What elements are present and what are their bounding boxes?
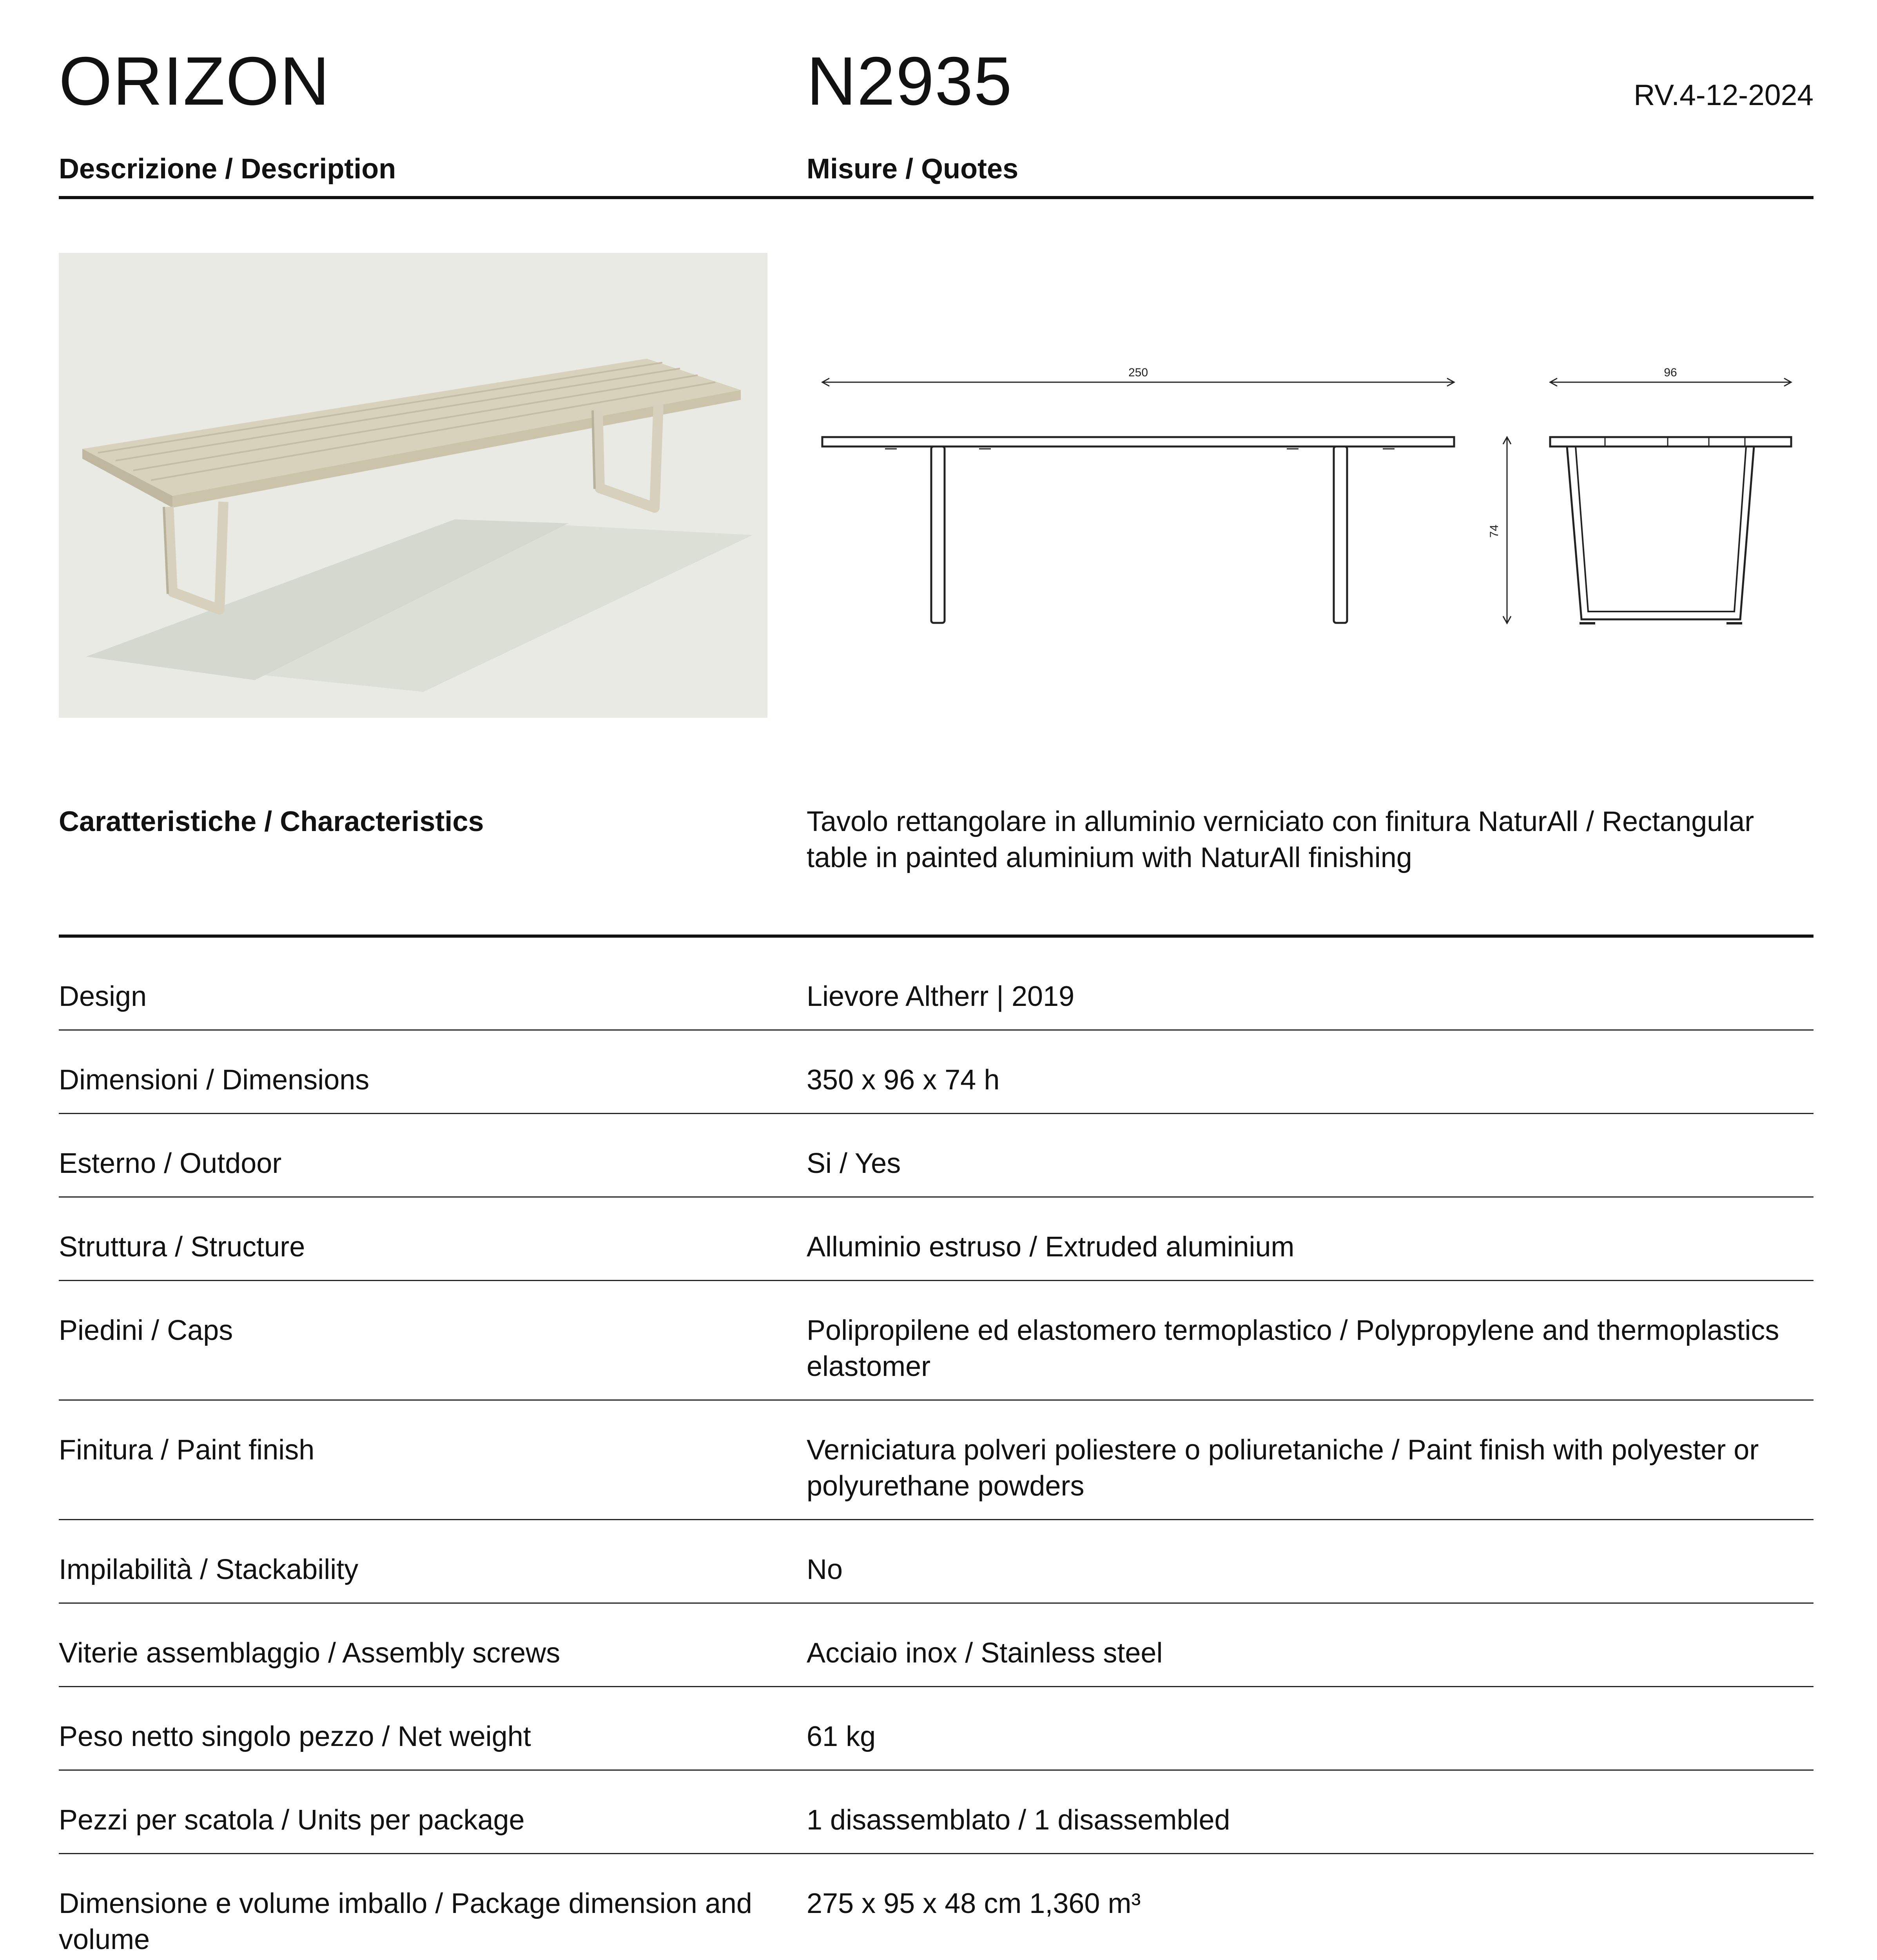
spec-row-design — [59, 947, 1814, 1031]
characteristics-text: Tavolo rettangolare in alluminio verniciato con finitura NaturAll / Rectangular table in painted aluminium with NaturAll finishing — [807, 806, 1754, 873]
spec-value: 61 kg — [807, 1721, 876, 1752]
spec-label: Piedini / Caps — [59, 1315, 233, 1346]
dimension-depth: 96 — [1664, 366, 1677, 379]
specs-table — [59, 947, 1814, 1960]
spec-label: Dimensione e volume imballo / Package dimension and volume — [59, 1888, 752, 1955]
spec-label: Viterie assemblaggio / Assembly screws — [59, 1637, 560, 1669]
side-view-drawing — [1482, 353, 1815, 635]
spec-value: 1 disassemblato / 1 disassembled — [807, 1804, 1230, 1836]
product-image — [59, 253, 767, 718]
spec-row-caps — [59, 1281, 1814, 1401]
spec-value: 275 x 95 x 48 cm 1,360 m³ — [807, 1888, 1141, 1919]
dimension-width: 250 — [1128, 366, 1148, 379]
description-heading: Descrizione / Description — [59, 153, 396, 185]
table-rendering — [59, 253, 767, 718]
specs-divider — [59, 935, 1814, 938]
revision-label: RV.4-12-2024 — [1634, 78, 1814, 111]
product-title: ORIZON — [59, 43, 330, 120]
side-view-svg — [1482, 353, 1815, 635]
spec-row-stackability — [59, 1520, 1814, 1604]
spec-row-units-per-package — [59, 1771, 1814, 1854]
spec-value: Si / Yes — [807, 1148, 901, 1179]
spec-value: Alluminio estruso / Extruded aluminium — [807, 1231, 1295, 1263]
measures-heading: Misure / Quotes — [807, 153, 1019, 185]
spec-label: Design — [59, 981, 147, 1012]
spec-label: Dimensioni / Dimensions — [59, 1064, 370, 1096]
spec-label: Finitura / Paint finish — [59, 1434, 315, 1466]
spec-row-package-dimension — [59, 1854, 1814, 1960]
spec-row-paint-finish — [59, 1401, 1814, 1520]
spec-row-net-weight — [59, 1687, 1814, 1771]
spec-value: No — [807, 1554, 843, 1585]
spec-value: 350 x 96 x 74 h — [807, 1064, 1000, 1096]
product-code: N2935 — [807, 43, 1013, 120]
spec-label: Peso netto singolo pezzo / Net weight — [59, 1721, 531, 1752]
spec-label: Esterno / Outdoor — [59, 1148, 282, 1179]
spec-row-assembly-screws — [59, 1604, 1814, 1687]
spec-value: Polipropilene ed elastomero termoplastico / Polypropylene and thermoplastics elastomer — [807, 1315, 1779, 1382]
spec-row-structure — [59, 1198, 1814, 1281]
characteristics-label: Caratteristiche / Characteristics — [59, 806, 484, 837]
spec-row-dimensions — [59, 1031, 1814, 1114]
spec-value: Lievore Altherr | 2019 — [807, 981, 1075, 1012]
spec-label: Pezzi per scatola / Units per package — [59, 1804, 525, 1836]
spec-label: Struttura / Structure — [59, 1231, 305, 1263]
front-view-drawing — [807, 353, 1473, 635]
dimension-height: 74 — [1488, 524, 1501, 538]
front-view-svg — [807, 353, 1473, 635]
spec-value: Verniciatura polveri poliestere o poliuretaniche / Paint finish with polyester or polyurethane powders — [807, 1434, 1759, 1502]
header-divider — [59, 196, 1814, 199]
spec-row-outdoor — [59, 1114, 1814, 1198]
spec-value: Acciaio inox / Stainless steel — [807, 1637, 1163, 1669]
spec-label: Impilabilità / Stackability — [59, 1554, 359, 1585]
